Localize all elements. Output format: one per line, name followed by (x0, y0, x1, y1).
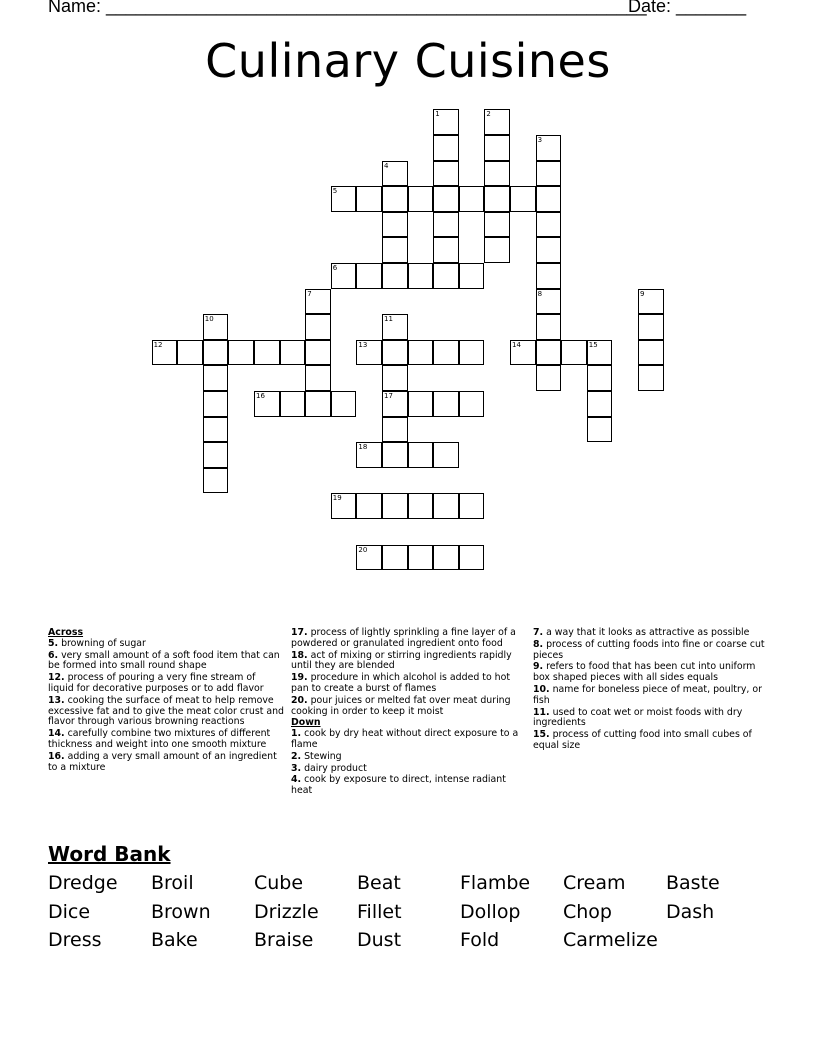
clue-item (48, 729, 284, 751)
clue-number: 5 (332, 187, 338, 196)
grid-cell[interactable] (382, 263, 408, 289)
grid-cell[interactable] (536, 161, 562, 187)
date-line[interactable]: Date: _______ (628, 0, 747, 16)
clue-number: 11 (384, 315, 393, 324)
grid-cell[interactable] (382, 212, 408, 238)
grid-cell[interactable] (459, 545, 485, 571)
clue-text: process of cutting food into small cubes of equal size (533, 729, 752, 751)
grid-cell[interactable] (638, 340, 664, 366)
grid-cell[interactable] (331, 263, 357, 289)
grid-cell[interactable] (382, 545, 408, 571)
grid-cell[interactable] (408, 545, 434, 571)
grid-cell[interactable] (382, 340, 408, 366)
clue-number: 17. (291, 627, 308, 638)
clue-number: 4 (384, 161, 389, 170)
word-bank-word: Fillet (357, 900, 402, 923)
clue-item (533, 628, 769, 639)
word-bank-word: Dollop (460, 900, 521, 923)
grid-cell[interactable] (587, 365, 613, 391)
grid-cell[interactable] (433, 109, 459, 135)
grid-cell[interactable] (536, 365, 562, 391)
grid-cell[interactable] (433, 545, 459, 571)
grid-cell[interactable] (536, 289, 562, 315)
clue-text: process of cutting foods into fine or coarse cut pieces (533, 638, 765, 661)
grid-cell[interactable] (356, 263, 382, 289)
clue-text: process of pouring a very fine stream of liquid for decorative purposes or to add flavor (48, 672, 264, 694)
word-bank-word: Dice (48, 900, 91, 923)
grid-cell[interactable] (382, 314, 408, 340)
word-bank-word: Flambe (460, 872, 531, 894)
clue-text: pour juices or melted fat over meat during cooking in order to keep it moist (291, 694, 511, 717)
clue-item (48, 752, 284, 774)
grid-cell[interactable] (331, 186, 357, 212)
grid-cell[interactable] (203, 365, 229, 391)
grid-cell[interactable] (382, 237, 408, 263)
grid-cell[interactable] (356, 545, 382, 571)
clue-number: 7 (307, 289, 312, 298)
clue-text: browning of sugar (58, 637, 146, 649)
grid-cell[interactable] (459, 493, 485, 519)
clue-text: act of mixing or stirring ingredients rapidly until they are blended (291, 649, 512, 672)
grid-cell[interactable] (459, 186, 485, 212)
grid-cell[interactable] (382, 186, 408, 212)
grid-cell[interactable] (459, 391, 485, 417)
grid-cell[interactable] (536, 212, 562, 238)
clue-item (48, 673, 284, 695)
clue-number: 11. (533, 706, 550, 718)
clue-number: 10. (533, 683, 550, 695)
clue-number: 9 (640, 289, 645, 298)
clue-item (533, 685, 769, 707)
clue-text: cook by exposure to direct, intense radiant heat (291, 774, 506, 797)
grid-cell[interactable] (484, 135, 510, 161)
grid-cell[interactable] (305, 340, 331, 366)
grid-cell[interactable] (510, 340, 536, 366)
grid-cell[interactable] (433, 391, 459, 417)
word-bank-word: Braise (254, 929, 314, 951)
clue-text: cooking the surface of meat to help remove excessive fat and to give the meat color crust and flavor through various browning reactions (48, 694, 284, 728)
clue-item (291, 752, 521, 763)
clues-column-2 (291, 628, 521, 798)
word-bank-word: Bake (151, 929, 198, 951)
clue-text: dairy product (301, 762, 367, 774)
clue-text: procedure in which alcohol is added to hot pan to create a burst of flames (291, 672, 511, 694)
clue-item (291, 628, 521, 650)
page-title: Culinary Cuisines (205, 34, 611, 88)
grid-cell[interactable] (280, 340, 306, 366)
clue-text: name for boneless piece of meat, poultry, or fish (533, 683, 762, 706)
grid-cell[interactable] (561, 340, 587, 366)
clue-number: 4. (291, 774, 302, 786)
grid-cell[interactable] (203, 391, 229, 417)
grid-cell[interactable] (203, 314, 229, 340)
clue-number: 18. (291, 649, 308, 661)
grid-cell[interactable] (484, 237, 510, 263)
clue-item (533, 708, 769, 730)
word-bank-word: Fold (460, 929, 500, 951)
clue-number: 12. (48, 672, 65, 684)
grid-cell[interactable] (408, 340, 434, 366)
clue-number: 3 (537, 136, 543, 144)
word-bank-word: Dash (666, 900, 715, 923)
grid-cell[interactable] (382, 161, 408, 187)
word-bank-word: Dredge (48, 872, 118, 894)
grid-cell[interactable] (408, 186, 434, 212)
clue-number: 20. (291, 694, 308, 706)
clue-item (48, 651, 284, 673)
grid-cell[interactable] (382, 391, 408, 417)
grid-cell[interactable] (536, 263, 562, 289)
grid-cell[interactable] (408, 493, 434, 519)
clue-text: process of lightly sprinkling a fine layer of a powdered or granulated ingredient onto food (291, 627, 516, 649)
word-bank-word: Cube (254, 872, 304, 894)
clue-item (48, 639, 284, 650)
clue-number: 18 (358, 443, 368, 452)
grid-cell[interactable] (408, 263, 434, 289)
clue-number: 19. (291, 672, 308, 684)
clue-item (533, 730, 769, 752)
grid-cell[interactable] (587, 417, 613, 443)
clue-item (533, 640, 769, 662)
clue-number: 16. (48, 750, 65, 762)
grid-cell[interactable] (356, 186, 382, 212)
grid-cell[interactable] (408, 391, 434, 417)
clues-column-1 (48, 628, 284, 774)
clue-text: Stewing (301, 750, 342, 762)
clue-item (291, 651, 521, 673)
grid-cell[interactable] (484, 109, 510, 135)
grid-cell[interactable] (510, 186, 536, 212)
clue-text: a way that it looks as attractive as possible (543, 627, 750, 638)
clue-number: 15. (533, 729, 550, 741)
clue-number: 13. (48, 694, 65, 706)
clue-text: refers to food that has been cut into uniform box shaped pieces with all sides equals (533, 661, 756, 684)
clue-item (291, 764, 521, 775)
grid-cell[interactable] (536, 186, 562, 212)
clue-text: carefully combine two mixtures of different thickness and weight into one smooth mixture (48, 728, 271, 750)
clue-number: 17 (384, 392, 393, 400)
word-bank-word: Cream (563, 872, 626, 894)
clue-text: very small amount of a soft food item that can be formed into small round shape (48, 649, 280, 672)
grid-cell[interactable] (331, 391, 357, 417)
grid-cell[interactable] (536, 340, 562, 366)
grid-cell[interactable] (536, 237, 562, 263)
name-line[interactable]: Name: ______________________________________________________ (48, 0, 647, 16)
grid-cell[interactable] (254, 391, 280, 417)
clue-number: 8. (533, 638, 544, 650)
grid-cell[interactable] (459, 340, 485, 366)
grid-cell[interactable] (536, 314, 562, 340)
clue-text: used to coat wet or moist foods with dry ingredients (533, 706, 743, 729)
grid-cell[interactable] (203, 442, 229, 468)
grid-cell[interactable] (408, 442, 434, 468)
clue-number: 16 (256, 392, 265, 400)
word-bank-word: Beat (357, 872, 401, 894)
grid-cell[interactable] (356, 340, 382, 366)
down-heading: Down (291, 717, 321, 729)
clue-item (291, 673, 521, 695)
grid-cell[interactable] (433, 186, 459, 212)
grid-cell[interactable] (382, 417, 408, 443)
word-bank-title: Word Bank (48, 842, 171, 866)
grid-cell[interactable] (203, 340, 229, 366)
grid-cell[interactable] (433, 263, 459, 289)
grid-cell[interactable] (305, 391, 331, 417)
clue-item (533, 662, 769, 684)
clue-number: 9. (533, 661, 544, 673)
grid-cell[interactable] (459, 263, 485, 289)
clue-number: 3. (291, 762, 302, 774)
grid-cell[interactable] (356, 442, 382, 468)
grid-cell[interactable] (587, 391, 613, 417)
clue-number: 19 (332, 494, 342, 503)
clue-text: adding a very small amount of an ingredient to a mixture (48, 750, 277, 773)
grid-cell[interactable] (433, 493, 459, 519)
grid-cell[interactable] (305, 314, 331, 340)
grid-cell[interactable] (382, 442, 408, 468)
clue-number: 10 (204, 315, 214, 324)
grid-cell[interactable] (536, 135, 562, 161)
grid-cell[interactable] (433, 237, 459, 263)
word-bank-word: Dress (48, 929, 102, 951)
grid-cell[interactable] (484, 161, 510, 187)
clue-number: 12 (153, 340, 163, 349)
clue-number: 1. (291, 728, 302, 740)
grid-cell[interactable] (382, 493, 408, 519)
clue-number: 2. (291, 750, 302, 762)
clue-number: 2 (486, 110, 491, 119)
grid-cell[interactable] (152, 340, 178, 366)
clues-column-3 (533, 628, 769, 753)
clue-item (291, 729, 521, 751)
grid-cell[interactable] (484, 186, 510, 212)
word-bank-word: Drizzle (254, 900, 319, 923)
grid-cell[interactable] (587, 340, 613, 366)
clue-item (291, 696, 521, 718)
grid-cell[interactable] (433, 135, 459, 161)
clue-text: cook by dry heat without direct exposure to a flame (291, 728, 519, 750)
grid-cell[interactable] (433, 442, 459, 468)
grid-cell[interactable] (203, 468, 229, 494)
word-bank-word: Broil (151, 872, 194, 894)
word-bank-word: Baste (666, 872, 720, 894)
clue-number: 20 (358, 545, 368, 554)
grid-cell[interactable] (484, 212, 510, 238)
grid-cell[interactable] (433, 161, 459, 187)
clue-number: 8 (537, 289, 543, 298)
grid-cell[interactable] (382, 365, 408, 391)
clue-number: 13 (358, 340, 368, 349)
clue-number: 15 (588, 340, 598, 349)
grid-cell[interactable] (203, 417, 229, 443)
clue-number: 1 (435, 110, 440, 119)
grid-cell[interactable] (638, 289, 664, 315)
grid-cell[interactable] (356, 493, 382, 519)
word-bank-word: Chop (563, 900, 612, 923)
grid-cell[interactable] (433, 340, 459, 366)
clue-number: 5. (48, 637, 59, 649)
grid-cell[interactable] (638, 365, 664, 391)
word-bank-word: Brown (151, 900, 211, 923)
clue-number: 7. (533, 627, 544, 638)
clue-item (291, 775, 521, 797)
clue-number: 6 (332, 264, 338, 272)
grid-cell[interactable] (331, 493, 357, 519)
across-heading: Across (48, 627, 84, 638)
clue-number: 14 (512, 340, 521, 349)
word-bank-word: Dust (357, 929, 402, 951)
grid-cell[interactable] (638, 314, 664, 340)
word-bank-word: Carmelize (563, 929, 658, 951)
grid-cell[interactable] (305, 365, 331, 391)
grid-cell[interactable] (254, 340, 280, 366)
grid-cell[interactable] (433, 212, 459, 238)
clue-number: 14. (48, 728, 65, 740)
clue-item (48, 696, 284, 728)
grid-cell[interactable] (280, 391, 306, 417)
grid-cell[interactable] (228, 340, 254, 366)
grid-cell[interactable] (305, 289, 331, 315)
clue-number: 6. (48, 649, 59, 661)
grid-cell[interactable] (177, 340, 203, 366)
